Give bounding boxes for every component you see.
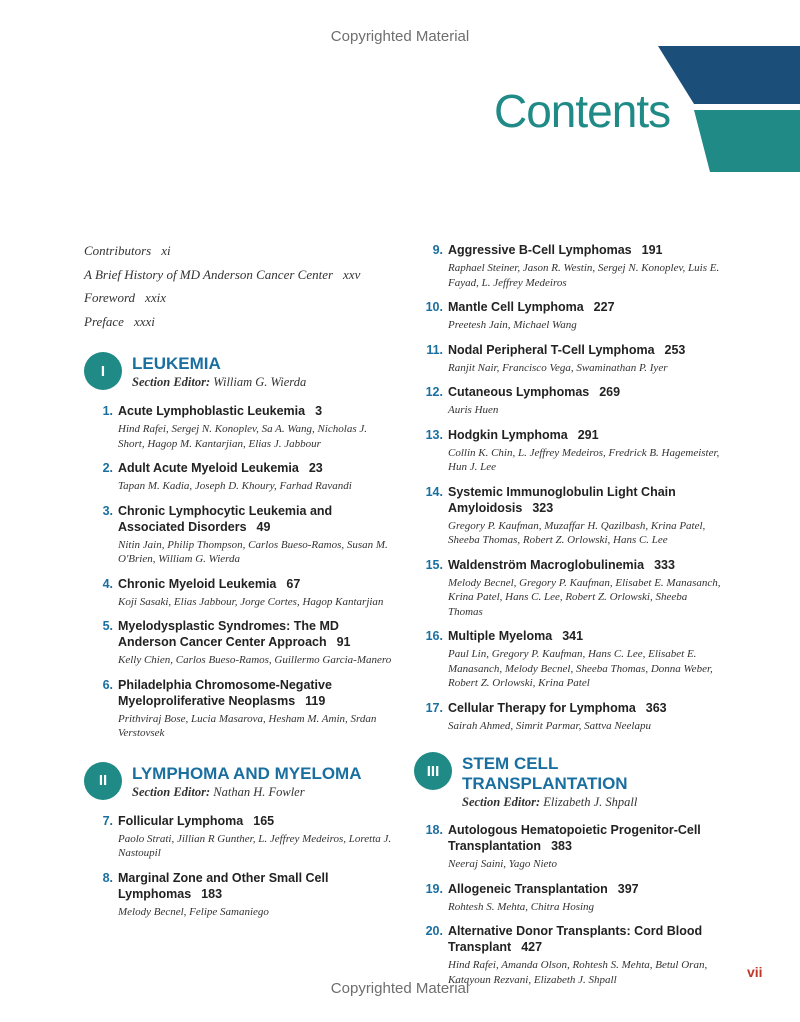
chapter-entry[interactable]: [84, 576, 396, 610]
chapter-number: 17.: [425, 700, 443, 715]
chapter-list: [84, 813, 396, 920]
front-matter-page: xxv: [343, 266, 361, 282]
chapter-number: 19.: [425, 881, 443, 896]
chapter-entry[interactable]: [84, 503, 396, 567]
front-matter-item[interactable]: [84, 289, 396, 313]
chapter-authors: Ranjit Nair, Francisco Vega, Swaminathan P. Iyer: [448, 361, 668, 374]
front-matter-list: [84, 242, 396, 336]
chapter-authors: Melody Becnel, Gregory P. Kaufman, Elisabet E. Manasanch, Krina Patel, Hans C. Lee, Robert Z. Orlowski, Sheeba Thomas: [448, 576, 721, 618]
section-editor: [132, 784, 396, 800]
section-editor: [132, 374, 396, 390]
section-editor-label: Section Editor:: [132, 375, 211, 389]
chapter-title: Waldenström Macroglobulinemia 333: [448, 557, 675, 572]
chapter-page: 91: [336, 635, 351, 649]
chapter-number: 14.: [425, 484, 443, 499]
section-header-stem-cell-transplantation: [414, 751, 724, 810]
chapter-title: Chronic Lymphocytic Leukemia and Associated Disorders 49: [118, 503, 333, 534]
chapter-page: 183: [201, 886, 223, 901]
chapter-authors: Koji Sasaki, Elias Jabbour, Jorge Cortes, Hagop Kantarjian: [118, 595, 384, 608]
chapter-page: 67: [286, 576, 301, 591]
section-editor: [462, 794, 724, 810]
chapter-entry[interactable]: [414, 484, 724, 548]
section-number-badge: III: [414, 752, 452, 790]
chapter-title: Multiple Myeloma 341: [448, 629, 584, 643]
chapter-number: 18.: [425, 823, 443, 837]
chapter-entry[interactable]: [84, 460, 396, 494]
section-number-badge: I: [84, 352, 122, 390]
watermark-top: Copyrighted Material: [330, 28, 470, 45]
chapter-number: 2.: [102, 461, 113, 475]
chapter-title: Chronic Myeloid Leukemia 67: [118, 576, 301, 591]
chapter-entry[interactable]: [414, 700, 724, 734]
chapter-list: [414, 242, 724, 733]
chapter-title: Follicular Lymphoma 165: [118, 813, 275, 828]
chapter-entry[interactable]: [414, 881, 724, 915]
chapter-page: 323: [532, 500, 554, 515]
chapter-title: Nodal Peripheral T-Cell Lymphoma 253: [448, 342, 686, 357]
chapter-authors: Auris Huen: [448, 404, 499, 416]
chapter-entry[interactable]: [414, 923, 724, 987]
chapter-title: Autologous Hematopoietic Progenitor-Cell Transplantation 383: [448, 823, 701, 853]
section-editor-name: William G. Wierda: [213, 375, 307, 389]
chapter-number: 3.: [102, 503, 113, 518]
chapter-entry[interactable]: [84, 677, 396, 741]
section-header-leukemia: [84, 351, 396, 391]
chapter-authors: Raphael Steiner, Jason R. Westin, Sergej N. Konoplev, Luis E. Fayad, L. Jeffrey Medeiros: [448, 262, 720, 289]
toc-left-column: [84, 242, 396, 928]
chapter-title: Allogeneic Transplantation 397: [448, 881, 639, 896]
chapter-authors: Preetesh Jain, Michael Wang: [448, 319, 577, 331]
chapter-number: 9.: [432, 243, 443, 257]
front-matter-page: xxix: [145, 290, 166, 305]
chapter-page: 383: [551, 839, 572, 853]
chapter-page: 291: [577, 427, 599, 442]
chapter-page: 427: [521, 940, 543, 954]
chapter-authors: Gregory P. Kaufman, Muzaffar H. Qazilbash, Krina Patel, Sheeba Thomas, Robert Z. Orlowski, Hans C. Lee: [448, 519, 706, 546]
chapter-authors: Prithviraj Bose, Lucia Masarova, Hesham M. Amin, Srdan Verstovsek: [118, 712, 377, 739]
chapter-page: 397: [617, 881, 639, 896]
chapter-number: 6.: [102, 677, 113, 692]
chapter-entry[interactable]: [84, 870, 396, 920]
chapter-title: Acute Lymphoblastic Leukemia 3: [118, 404, 323, 418]
chapter-list: [84, 403, 396, 741]
chapter-title: Mantle Cell Lymphoma 227: [448, 300, 615, 314]
section-number-badge: II: [84, 762, 122, 800]
chapter-entry[interactable]: [84, 618, 396, 668]
chapter-page: 333: [654, 557, 675, 572]
front-matter-label: A Brief History of MD Anderson Cancer Center: [84, 266, 334, 282]
chapter-entry[interactable]: [84, 813, 396, 861]
chapter-title: Hodgkin Lymphoma 291: [448, 427, 599, 442]
chapter-authors: Paul Lin, Gregory P. Kaufman, Hans C. Lee, Elisabet E. Manasanch, Melody Becnel, Sheeba Thomas, Donna Weber, Robert Z. Orlowski, Krina Patel: [448, 648, 713, 689]
chapter-page: 253: [664, 342, 686, 357]
chapter-page: 191: [641, 243, 663, 257]
front-matter-label: Contributors: [84, 243, 152, 258]
chapter-page: 341: [562, 629, 584, 643]
section-title[interactable]: STEM CELL TRANSPLANTATION: [462, 754, 628, 793]
chapter-authors: Tapan M. Kadia, Joseph D. Khoury, Farhad Ravandi: [118, 480, 352, 492]
chapter-authors: Nitin Jain, Philip Thompson, Carlos Bueso-Ramos, Susan M. O'Brien, William G. Wierda: [118, 538, 388, 565]
chapter-title: Marginal Zone and Other Small Cell Lymphomas 183: [118, 870, 329, 901]
front-matter-item[interactable]: [84, 313, 396, 337]
chapter-authors: Neeraj Saini, Yago Nieto: [448, 858, 557, 870]
front-matter-item[interactable]: [84, 266, 396, 290]
chapter-number: 7.: [102, 813, 113, 828]
page-number: vii: [747, 964, 763, 980]
chapter-page: 3: [315, 404, 323, 418]
front-matter-label: Foreword: [84, 290, 136, 305]
chapter-page: 119: [305, 693, 326, 708]
chapter-entry[interactable]: [84, 403, 396, 451]
front-matter-label: Preface: [84, 313, 124, 329]
front-matter-page: xxxi: [133, 313, 155, 329]
chapter-entry[interactable]: [414, 242, 724, 290]
chapter-title: Systemic Immunoglobulin Light Chain Amyloidosis 323: [448, 484, 676, 515]
chapter-page: 269: [599, 385, 621, 399]
chapter-page: 227: [593, 300, 615, 314]
chapter-number: 8.: [102, 870, 113, 885]
chapter-authors: Sairah Ahmed, Simrit Parmar, Sattva Neelapu: [448, 719, 651, 732]
chapter-entry[interactable]: [414, 299, 724, 333]
page-title: Contents: [494, 85, 671, 137]
chapter-number: 11.: [426, 342, 443, 357]
front-matter-item[interactable]: [84, 242, 396, 266]
section-title[interactable]: LEUKEMIA: [132, 354, 221, 373]
chapter-authors: Hind Rafei, Amanda Olson, Rohtesh S. Mehta, Betul Oran, Katayoun Rezvani, Elizabeth J. Shpall: [448, 959, 708, 986]
section-editor-label: Section Editor:: [462, 795, 541, 809]
chapter-authors: Hind Rafei, Sergej N. Konoplev, Sa A. Wang, Nicholas J. Short, Hagop M. Kantarjian, Elias J. Jabbour: [118, 423, 368, 450]
chapter-entry[interactable]: [414, 427, 724, 475]
chapter-entry[interactable]: [414, 557, 724, 620]
section-title[interactable]: LYMPHOMA AND MYELOMA: [132, 763, 362, 783]
chapter-authors: Collin K. Chin, L. Jeffrey Medeiros, Fredrick B. Hagemeister, Hun J. Lee: [448, 446, 720, 473]
chapter-entry[interactable]: [414, 628, 724, 691]
chapter-entry[interactable]: [414, 342, 724, 376]
chapter-authors: Rohtesh S. Mehta, Chitra Hosing: [448, 900, 595, 913]
chapter-page: 165: [253, 813, 275, 828]
chapter-number: 4.: [102, 576, 113, 591]
chapter-entry[interactable]: [414, 822, 724, 872]
chapter-number: 16.: [425, 629, 443, 643]
chapter-title: Cellular Therapy for Lymphoma 363: [448, 700, 667, 715]
section-editor-name: Elizabeth J. Shpall: [543, 795, 638, 809]
chapter-page: 23: [308, 461, 323, 475]
chapter-page: 49: [256, 519, 271, 534]
chapter-list: [414, 822, 724, 987]
chapter-authors: Paolo Strati, Jillian R Gunther, L. Jeffrey Medeiros, Loretta J. Nastoupil: [118, 832, 392, 859]
chapter-number: 20.: [425, 924, 443, 938]
chapter-authors: Melody Becnel, Felipe Samaniego: [118, 905, 269, 918]
section-header-lymphoma-myeloma: [84, 761, 396, 801]
chapter-authors: Kelly Chien, Carlos Bueso-Ramos, Guillermo Garcia-Manero: [118, 654, 392, 666]
chapter-number: 13.: [425, 427, 443, 442]
section-editor-label: Section Editor:: [132, 784, 211, 799]
header-decoration: [0, 0, 800, 200]
chapter-title: Myelodysplastic Syndromes: The MD Anderson Cancer Center Approach 91: [118, 619, 351, 649]
chapter-title: Cutaneous Lymphomas 269: [448, 385, 621, 399]
chapter-page: 363: [645, 700, 667, 715]
chapter-number: 12.: [425, 385, 443, 399]
watermark-bottom: Copyrighted Material: [330, 980, 470, 997]
chapter-number: 15.: [425, 557, 443, 572]
chapter-title: Alternative Donor Transplants: Cord Blood Transplant 427: [448, 924, 703, 954]
section-editor-name: Nathan H. Fowler: [213, 784, 305, 799]
chapter-title: Aggressive B-Cell Lymphomas 191: [448, 243, 663, 257]
chapter-number: 5.: [102, 619, 113, 633]
chapter-number: 10.: [425, 300, 443, 314]
chapter-entry[interactable]: [414, 384, 724, 418]
chapter-number: 1.: [102, 404, 113, 418]
chapter-title: Adult Acute Myeloid Leukemia 23: [118, 461, 323, 475]
chapter-title: Philadelphia Chromosome-Negative Myeloproliferative Neoplasms 119: [118, 677, 332, 708]
toc-right-column: [414, 242, 724, 996]
front-matter-page: xi: [161, 243, 171, 258]
